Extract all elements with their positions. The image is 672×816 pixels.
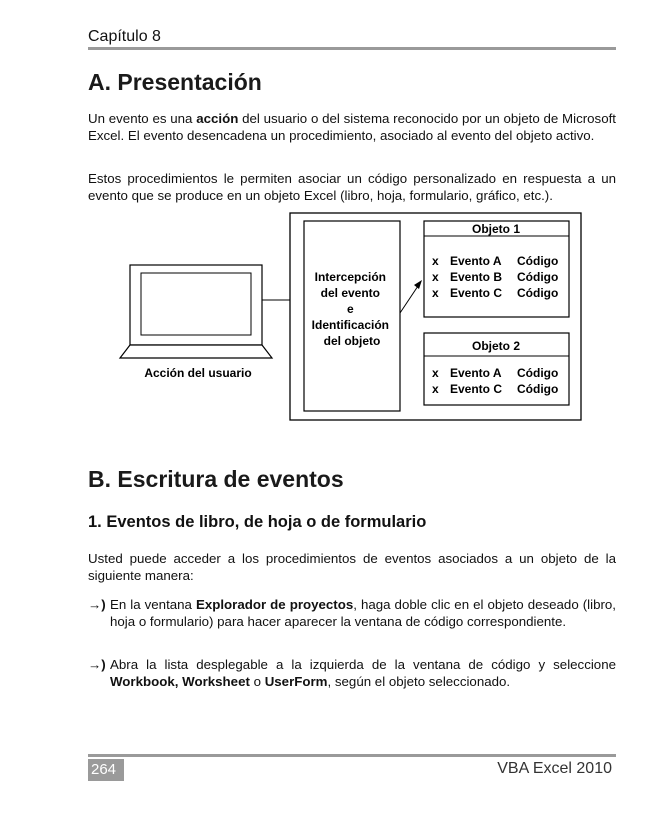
object-1-title: Objeto 1 [471, 222, 521, 236]
event-name: Evento C [450, 382, 503, 396]
list-item [88, 596, 616, 630]
event-mark: x [432, 366, 439, 380]
event-name: Evento A [450, 366, 502, 380]
event-code: Código [517, 254, 559, 268]
event-name: Evento C [450, 286, 503, 300]
section-a-title: A. Presentación [88, 69, 262, 95]
list-item-text: En la ventana Explorador de proyectos, haga doble clic en el objeto deseado (libro, hoja o formulario) para hacer aparecer la ventana de código correspondiente. [110, 597, 616, 629]
event-name: Evento A [450, 254, 502, 268]
intercept-label: Intercepción del evento e Identificación del objeto [311, 270, 389, 348]
access-paragraph: Usted puede acceder a los procedimientos de eventos asociados a un objeto de la siguiente manera: [88, 551, 616, 583]
subsection-title: 1. Eventos de libro, de hoja o de formulario [88, 513, 427, 531]
event-code: Código [517, 366, 559, 380]
object-2-title: Objeto 2 [471, 339, 521, 353]
chapter-label: Capítulo 8 [88, 28, 161, 45]
event-name: Evento B [450, 270, 503, 284]
arrow-bullet-icon: →) [88, 597, 106, 612]
list-item-text: Abra la lista desplegable a la izquierda de la ventana de código y seleccione Workbook, Worksheet o UserForm, según el objeto seleccionado. [110, 657, 616, 689]
event-mark: x [432, 382, 439, 396]
arrow-bullet-icon: →) [88, 657, 106, 672]
section-b-title: B. Escritura de eventos [88, 466, 344, 492]
laptop-icon [120, 265, 272, 358]
intercept-box [304, 221, 400, 411]
intro-paragraph: Un evento es una acción del usuario o del sistema reconocido por un objeto de Microsoft Excel. El evento desencadena un procedimiento, asociado al evento del objeto activo. [88, 111, 616, 143]
event-code: Código [517, 382, 559, 396]
event-mark: x [432, 270, 439, 284]
object-1-box [424, 221, 569, 317]
footer-rule [88, 754, 616, 757]
event-mark: x [432, 286, 439, 300]
page-number: 264 [88, 759, 124, 781]
book-title: VBA Excel 2010 [497, 760, 612, 777]
list-item [88, 656, 616, 690]
object-2-box [424, 333, 569, 405]
event-code: Código [517, 270, 559, 284]
procedures-paragraph: Estos procedimientos le permiten asociar un código personalizado en respuesta a un evento que se produce en un objeto Excel (libro, hoja, formulario, gráfico, etc.). [88, 171, 616, 203]
user-action-label: Acción del usuario [144, 366, 252, 380]
event-code: Código [517, 286, 559, 300]
event-mark: x [432, 254, 439, 268]
